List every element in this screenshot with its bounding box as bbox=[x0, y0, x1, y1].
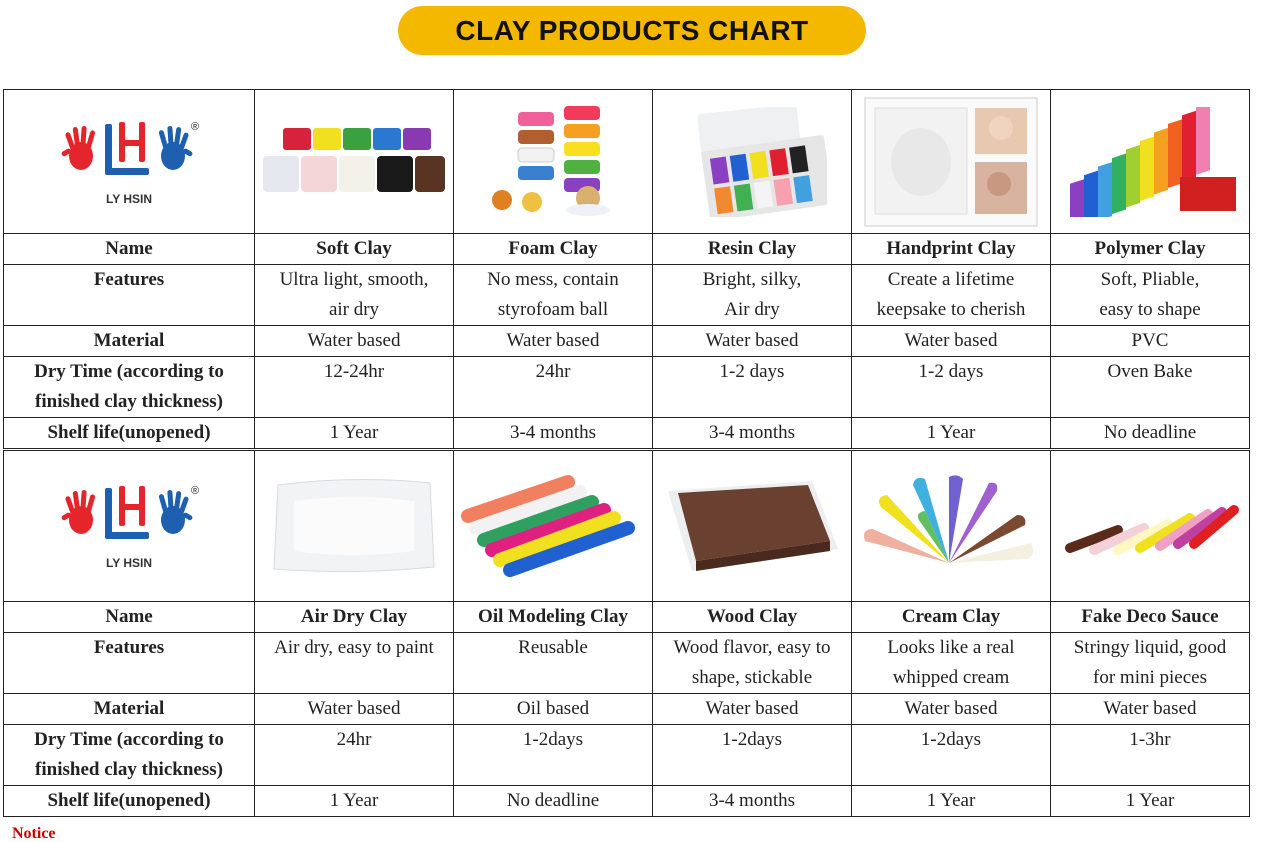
product-features bbox=[852, 265, 1051, 326]
features-label-text: Features bbox=[93, 637, 165, 658]
resin-clay-image bbox=[653, 90, 852, 234]
product-name: Foam Clay bbox=[454, 234, 653, 265]
logo-text: LY HSIN bbox=[105, 191, 153, 206]
features-line: Wood flavor, easy to bbox=[673, 637, 831, 658]
features-line: Bright, silky, bbox=[702, 269, 802, 290]
product-name: Polymer Clay bbox=[1051, 234, 1250, 265]
hands-logo-icon bbox=[59, 482, 199, 554]
ly-hsin-logo bbox=[59, 482, 199, 570]
product-features bbox=[1051, 633, 1250, 694]
dry-time-label bbox=[4, 357, 255, 418]
product-dry-time: 1-2days bbox=[852, 725, 1051, 786]
product-dry-time: 1-3hr bbox=[1051, 725, 1250, 786]
logo-cell bbox=[4, 450, 255, 602]
name-row bbox=[4, 234, 1250, 265]
features-line: shape, stickable bbox=[691, 667, 813, 688]
features-label bbox=[4, 265, 255, 326]
product-features bbox=[852, 633, 1051, 694]
product-name: Air Dry Clay bbox=[255, 602, 454, 633]
features-line: Stringy liquid, good bbox=[1073, 637, 1227, 658]
dry-time-label bbox=[4, 725, 255, 786]
features-line: Looks like a real bbox=[887, 637, 1015, 658]
cream-clay-image-icon bbox=[861, 471, 1041, 581]
features-line: Create a lifetime bbox=[887, 269, 1015, 290]
foam-clay-image bbox=[454, 90, 653, 234]
dry-time-label-line: Dry Time (according to bbox=[34, 361, 224, 382]
name-row bbox=[4, 602, 1250, 633]
soft-clay-image-icon bbox=[259, 122, 449, 202]
fake-deco-sauce-image-icon bbox=[1060, 486, 1240, 566]
dry-time-row bbox=[4, 357, 1250, 418]
hands-logo-icon bbox=[59, 118, 199, 190]
product-dry-time: 1-2days bbox=[653, 725, 852, 786]
product-features bbox=[255, 265, 454, 326]
name-label: Name bbox=[4, 602, 255, 633]
cream-clay-image bbox=[852, 450, 1051, 602]
polymer-clay-image-icon bbox=[1060, 107, 1240, 217]
product-name: Resin Clay bbox=[653, 234, 852, 265]
clay-products-table bbox=[3, 89, 1250, 817]
notice-heading: Notice bbox=[12, 825, 56, 842]
product-material: Water based bbox=[255, 326, 454, 357]
product-dry-time: 12-24hr bbox=[255, 357, 454, 418]
product-features bbox=[653, 265, 852, 326]
product-shelf-life: 1 Year bbox=[852, 418, 1051, 450]
product-name: Oil Modeling Clay bbox=[454, 602, 653, 633]
product-shelf-life: No deadline bbox=[454, 786, 653, 817]
features-line: for mini pieces bbox=[1093, 667, 1207, 688]
product-material: Water based bbox=[653, 326, 852, 357]
product-name: Cream Clay bbox=[852, 602, 1051, 633]
product-shelf-life: No deadline bbox=[1051, 418, 1250, 450]
product-dry-time: Oven Bake bbox=[1051, 357, 1250, 418]
name-label: Name bbox=[4, 234, 255, 265]
product-material: Water based bbox=[852, 326, 1051, 357]
features-line: styrofoam ball bbox=[497, 299, 609, 320]
chart-title: CLAY PRODUCTS CHART bbox=[455, 14, 809, 46]
features-line: No mess, contain bbox=[487, 269, 619, 290]
resin-clay-image-icon bbox=[677, 107, 827, 217]
logo-cell bbox=[4, 90, 255, 234]
polymer-clay-image bbox=[1051, 90, 1250, 234]
fake-deco-sauce-image bbox=[1051, 450, 1250, 602]
material-label: Material bbox=[4, 694, 255, 725]
chart-title-banner bbox=[398, 6, 866, 55]
handprint-clay-image-icon bbox=[861, 96, 1041, 228]
dry-time-row bbox=[4, 725, 1250, 786]
material-label: Material bbox=[4, 326, 255, 357]
features-line: Soft, Pliable, bbox=[1100, 269, 1200, 290]
features-label bbox=[4, 633, 255, 694]
product-shelf-life: 3-4 months bbox=[653, 418, 852, 450]
product-material: Water based bbox=[852, 694, 1051, 725]
product-dry-time: 24hr bbox=[255, 725, 454, 786]
image-row bbox=[4, 90, 1250, 234]
material-row bbox=[4, 326, 1250, 357]
features-line: whipped cream bbox=[892, 667, 1010, 688]
product-shelf-life: 1 Year bbox=[255, 786, 454, 817]
product-material: Water based bbox=[454, 326, 653, 357]
product-features bbox=[1051, 265, 1250, 326]
dry-time-label-line: Dry Time (according to bbox=[34, 729, 224, 750]
product-dry-time: 1-2 days bbox=[653, 357, 852, 418]
oil-modeling-clay-image bbox=[454, 450, 653, 602]
features-line: easy to shape bbox=[1099, 299, 1201, 320]
features-label-text: Features bbox=[93, 269, 165, 290]
shelf-life-label: Shelf life(unopened) bbox=[4, 418, 255, 450]
product-features bbox=[653, 633, 852, 694]
product-shelf-life: 3-4 months bbox=[454, 418, 653, 450]
material-row bbox=[4, 694, 1250, 725]
dry-time-label-line: finished clay thickness) bbox=[35, 759, 223, 780]
product-name: Fake Deco Sauce bbox=[1051, 602, 1250, 633]
shelf-life-row bbox=[4, 418, 1250, 450]
foam-clay-image-icon bbox=[478, 102, 628, 222]
registered-mark: ® bbox=[191, 485, 199, 497]
features-line: Reusable bbox=[518, 637, 588, 658]
product-material: Water based bbox=[1051, 694, 1250, 725]
product-material: Water based bbox=[255, 694, 454, 725]
shelf-life-label: Shelf life(unopened) bbox=[4, 786, 255, 817]
product-shelf-life: 1 Year bbox=[852, 786, 1051, 817]
soft-clay-image bbox=[255, 90, 454, 234]
wood-clay-image-icon bbox=[662, 471, 842, 581]
logo-text: LY HSIN bbox=[105, 556, 153, 570]
features-row bbox=[4, 633, 1250, 694]
product-shelf-life: 3-4 months bbox=[653, 786, 852, 817]
image-row bbox=[4, 450, 1250, 602]
dry-time-label-line: finished clay thickness) bbox=[35, 391, 223, 412]
product-features bbox=[454, 265, 653, 326]
product-dry-time: 1-2days bbox=[454, 725, 653, 786]
registered-mark: ® bbox=[191, 120, 199, 133]
shelf-life-row bbox=[4, 786, 1250, 817]
features-line: Air dry, easy to paint bbox=[274, 637, 434, 658]
product-name: Soft Clay bbox=[255, 234, 454, 265]
product-name: Wood Clay bbox=[653, 602, 852, 633]
features-row bbox=[4, 265, 1250, 326]
product-material: Water based bbox=[653, 694, 852, 725]
product-material: PVC bbox=[1051, 326, 1250, 357]
features-line: keepsake to cherish bbox=[876, 299, 1026, 320]
features-line: Ultra light, smooth, bbox=[279, 269, 429, 290]
product-shelf-life: 1 Year bbox=[1051, 786, 1250, 817]
features-line: air dry bbox=[328, 299, 380, 320]
wood-clay-image bbox=[653, 450, 852, 602]
product-features bbox=[454, 633, 653, 694]
air-dry-clay-image bbox=[255, 450, 454, 602]
product-features bbox=[255, 633, 454, 694]
oil-modeling-clay-image-icon bbox=[458, 466, 648, 586]
ly-hsin-logo bbox=[59, 118, 199, 206]
product-material: Oil based bbox=[454, 694, 653, 725]
product-name: Handprint Clay bbox=[852, 234, 1051, 265]
product-dry-time: 24hr bbox=[454, 357, 653, 418]
air-dry-clay-image-icon bbox=[264, 471, 444, 581]
product-shelf-life: 1 Year bbox=[255, 418, 454, 450]
features-line: Air dry bbox=[724, 299, 780, 320]
product-dry-time: 1-2 days bbox=[852, 357, 1051, 418]
handprint-clay-image bbox=[852, 90, 1051, 234]
